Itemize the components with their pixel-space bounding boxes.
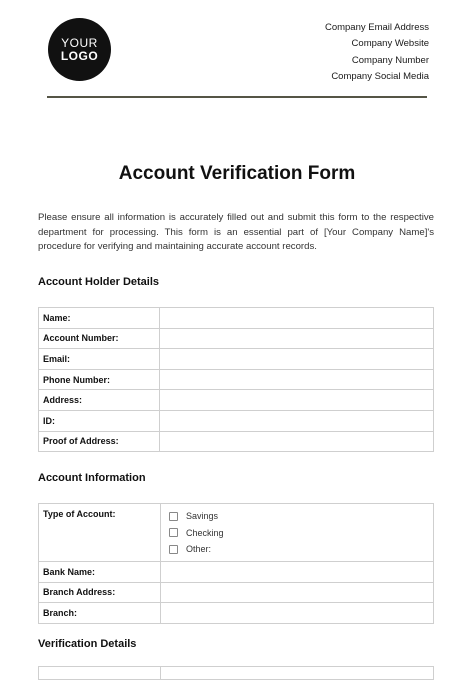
option-label-checking: Checking [186, 527, 224, 538]
bank-name-input-cell[interactable] [161, 562, 434, 583]
table-row [39, 582, 434, 603]
table-row [39, 504, 434, 562]
company-logo [48, 18, 111, 81]
field-label-bank-name: Bank Name: [39, 562, 161, 583]
table-row [39, 410, 434, 431]
checkbox-icon[interactable] [169, 512, 178, 521]
field-label-address: Address: [39, 390, 160, 411]
branch-input-cell[interactable] [161, 603, 434, 624]
verification-input-cell[interactable] [161, 667, 434, 680]
table-row [39, 390, 434, 411]
account-number-input-cell[interactable] [160, 328, 434, 349]
account-holder-table [38, 307, 434, 452]
phone-number-input-cell[interactable] [160, 369, 434, 390]
company-number: Company Number [351, 54, 429, 66]
name-input-cell[interactable] [160, 308, 434, 329]
table-row [39, 349, 434, 370]
checkbox-icon[interactable] [169, 528, 178, 537]
account-type-options-cell [161, 504, 434, 562]
checkbox-icon[interactable] [169, 545, 178, 554]
option-savings[interactable] [165, 508, 429, 525]
option-checking[interactable] [165, 524, 429, 541]
section-heading-account-information: Account Information [38, 472, 146, 484]
table-row [39, 328, 434, 349]
table-row [39, 562, 434, 583]
field-label-proof-of-address: Proof of Address: [39, 431, 160, 452]
table-row [39, 667, 434, 680]
field-label-type-of-account: Type of Account: [39, 504, 161, 562]
section-heading-account-holder: Account Holder Details [38, 276, 160, 288]
field-label-id: ID: [39, 410, 160, 431]
option-other[interactable] [165, 541, 429, 558]
company-social-media: Company Social Media [331, 70, 429, 82]
field-label-email: Email: [39, 349, 160, 370]
logo-text-line1: YOUR [61, 35, 98, 50]
address-input-cell[interactable] [160, 390, 434, 411]
header-divider [47, 96, 427, 98]
branch-address-input-cell[interactable] [161, 582, 434, 603]
field-label-account-number: Account Number: [39, 328, 160, 349]
field-label-branch-address: Branch Address: [39, 582, 161, 603]
account-information-table [38, 503, 434, 624]
option-label-savings: Savings [186, 511, 219, 521]
option-label-other: Other: [186, 544, 212, 554]
field-label-branch: Branch: [39, 603, 161, 624]
field-label-phone-number: Phone Number: [39, 369, 160, 390]
company-email: Company Email Address [324, 22, 429, 33]
table-row [39, 603, 434, 624]
section-heading-verification-details: Verification Details [38, 638, 137, 650]
table-row [39, 369, 434, 390]
company-website: Company Website [351, 38, 429, 50]
company-contact-block [325, 20, 429, 85]
form-intro: Please ensure all information is accurately filled out and submit this form to the respective department for processing. This form is an essential part of [Your Company Name]'s procedure for verifying and maintaining accurate account records. [38, 212, 434, 252]
id-input-cell[interactable] [160, 410, 434, 431]
logo-text-line2: LOGO [60, 48, 99, 63]
verification-details-table [38, 666, 434, 680]
form-title: Account Verification Form [118, 163, 356, 184]
field-label-name: Name: [39, 308, 160, 329]
table-row [39, 308, 434, 329]
email-input-cell[interactable] [160, 349, 434, 370]
verification-label-cell [39, 667, 161, 680]
table-row [39, 431, 434, 452]
proof-of-address-input-cell[interactable] [160, 431, 434, 452]
